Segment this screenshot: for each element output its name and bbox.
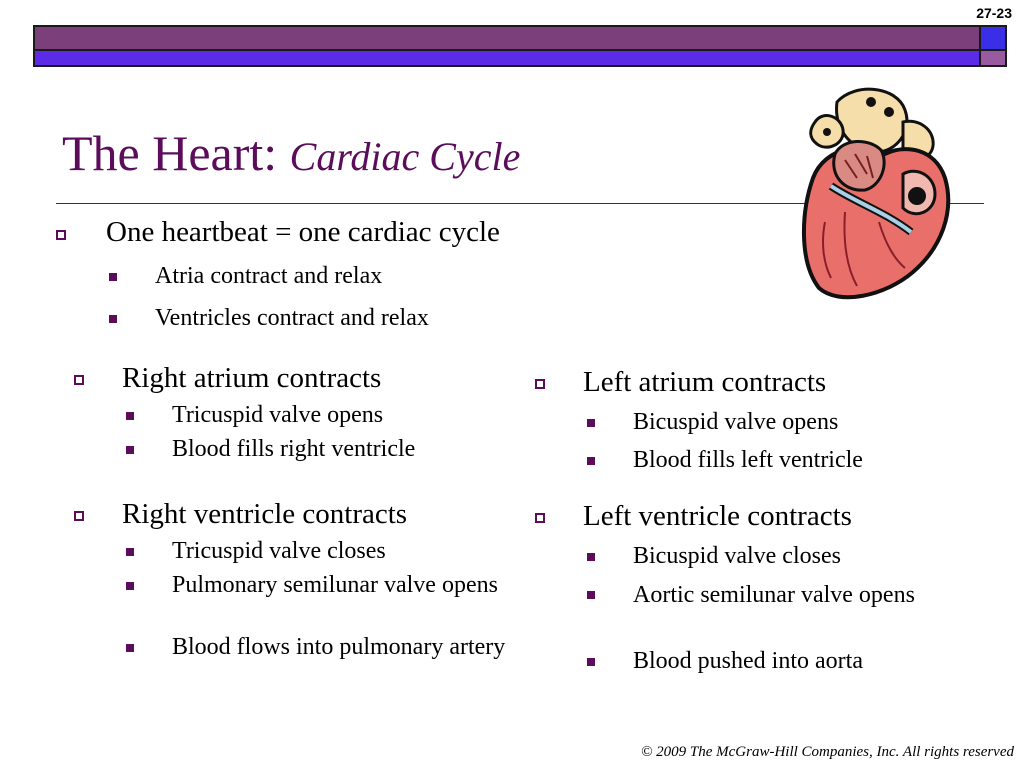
list-item: [172, 538, 386, 565]
section-heading: Right atrium contracts: [122, 362, 382, 394]
square-bullet-icon: [126, 582, 134, 590]
item-text: Blood fills left ventricle: [633, 447, 863, 473]
list-item: [155, 305, 429, 332]
section-heading: Right ventricle contracts: [122, 498, 408, 530]
square-bullet-icon: [587, 419, 595, 427]
square-bullet-icon: [126, 644, 134, 652]
header-box-bottom: [979, 49, 1007, 67]
list-item: [633, 447, 863, 474]
hollow-square-bullet-icon: [535, 513, 545, 523]
intro-heading: One heartbeat = one cardiac cycle: [106, 216, 500, 248]
item-text: Blood fills right ventricle: [172, 436, 416, 462]
list-item: [633, 543, 841, 570]
title-italic: Cardiac Cycle: [289, 134, 521, 179]
hollow-square-bullet-icon: [74, 511, 84, 521]
item-text: Tricuspid valve closes: [172, 538, 386, 564]
section-heading-left-ventricle: [583, 500, 852, 533]
square-bullet-icon: [126, 446, 134, 454]
square-bullet-icon: [587, 658, 595, 666]
item-text: Blood pushed into aorta: [633, 648, 863, 674]
slide-number: 27-23: [976, 5, 1012, 21]
list-item: [172, 572, 512, 599]
title-main: The Heart:: [62, 125, 278, 181]
square-bullet-icon: [587, 457, 595, 465]
section-heading-right-atrium: [122, 362, 381, 395]
list-item: [633, 580, 933, 610]
hollow-square-bullet-icon: [56, 230, 66, 240]
square-bullet-icon: [109, 315, 117, 323]
page-title: [62, 125, 521, 181]
header-box-top: [979, 25, 1007, 51]
hollow-square-bullet-icon: [535, 379, 545, 389]
item-text: Bicuspid valve opens: [633, 409, 839, 435]
square-bullet-icon: [587, 591, 595, 599]
hollow-square-bullet-icon: [74, 375, 84, 385]
section-heading: Left atrium contracts: [583, 366, 827, 398]
list-item: [633, 648, 863, 675]
item-text: Aortic semilunar valve opens: [633, 582, 915, 608]
copyright-footer: © 2009 The McGraw-Hill Companies, Inc. All rights reserved: [640, 744, 1014, 760]
square-bullet-icon: [126, 548, 134, 556]
list-item: [155, 263, 382, 290]
intro-item-text: Atria contract and relax: [155, 263, 383, 289]
item-text: Tricuspid valve opens: [172, 402, 384, 428]
square-bullet-icon: [587, 553, 595, 561]
list-item: [172, 402, 383, 429]
header-bar-bottom: [33, 49, 981, 67]
item-text: Blood flows into pulmonary artery: [172, 634, 506, 660]
square-bullet-icon: [109, 273, 117, 281]
section-heading: Left ventricle contracts: [583, 500, 852, 532]
square-bullet-icon: [126, 412, 134, 420]
heart-illustration-icon: [785, 82, 965, 304]
list-item: [172, 436, 415, 463]
list-item: [172, 634, 512, 661]
section-heading-right-ventricle: [122, 498, 407, 531]
item-text: Bicuspid valve closes: [633, 543, 841, 569]
header-bar-top: [33, 25, 981, 51]
intro-item-text: Ventricles contract and relax: [155, 305, 429, 331]
item-text: Pulmonary semilunar valve opens: [172, 572, 498, 598]
intro-bullet: [106, 216, 500, 249]
list-item: [633, 409, 838, 436]
section-heading-left-atrium: [583, 366, 826, 399]
